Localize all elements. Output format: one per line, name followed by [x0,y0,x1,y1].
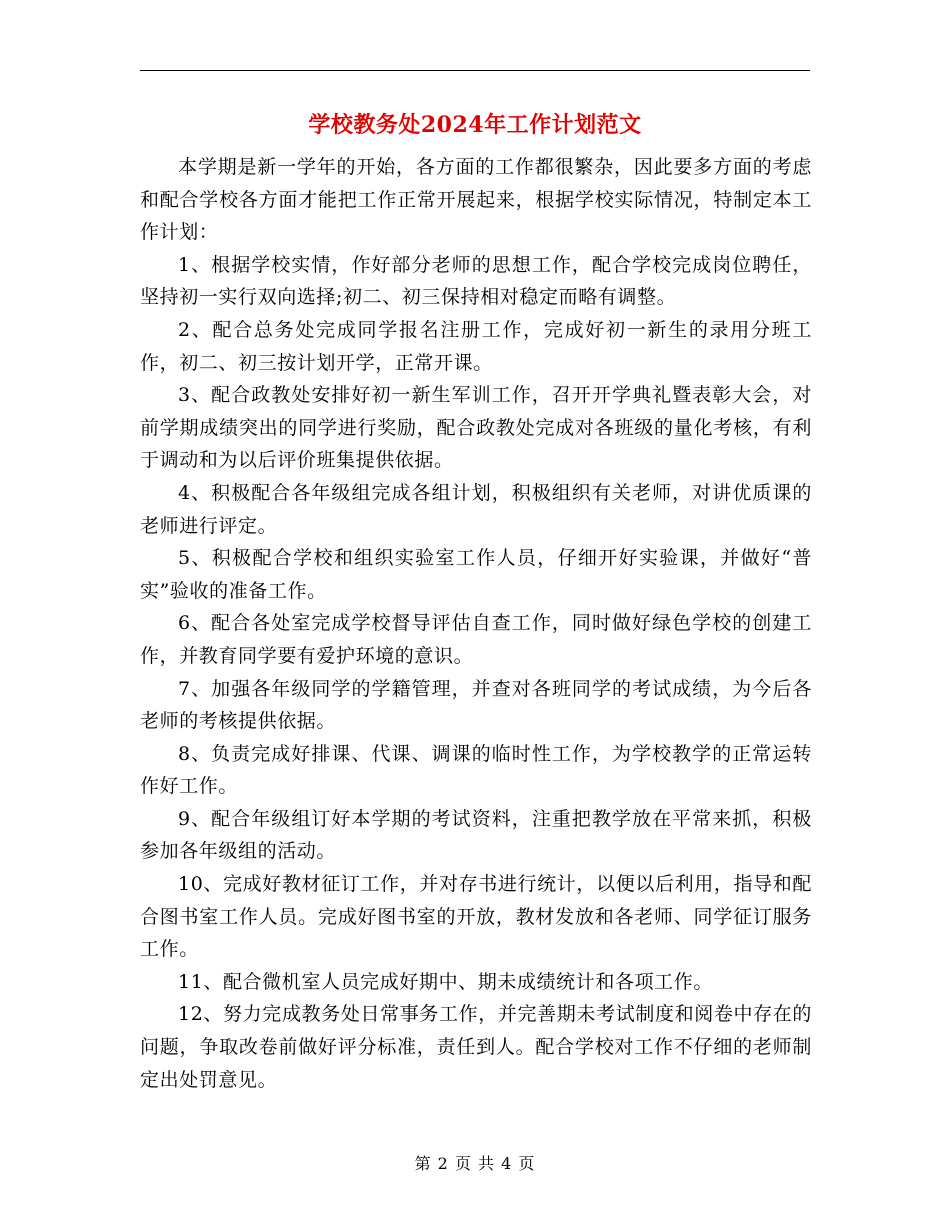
plan-item-11: 11、配合微机室人员完成好期中、期未成绩统计和各项工作。 [178,970,713,993]
plan-item-1: 1、根据学校实情，作好部分老师的思想工作，配合学校完成岗位聘任，坚持初一实行双向选择;初二、初三保持相对稳定而略有调整。 [140,253,812,309]
plan-item-3: 3、配合政教处安排好初一新生军训工作，召开开学典礼暨表彰大会，对前学期成绩突出的同学进行奖励，配合政教处完成对各班级的量化考核，有利于调动和为以后评价班集提供依据。 [140,384,812,472]
plan-item-9: 9、配合年级组订好本学期的考试资料，注重把教学放在平常来抓，积极参加各年级组的活动。 [140,807,812,863]
header-rule [140,70,810,71]
intro-paragraph: 本学期是新一学年的开始，各方面的工作都很繁杂，因此要多方面的考虑和配合学校各方面才能把工作正常开展起来，根据学校实际情况，特制定本工作计划： [140,156,812,244]
plan-item-12: 12、努力完成教务处日常事务工作，并完善期未考试制度和阅卷中存在的问题，争取改卷前做好评分标准，责任到人。配合学校对工作不仔细的老师制定出处罚意见。 [140,1003,812,1091]
page-number-footer: 第 2 页 共 4 页 [414,1154,536,1173]
plan-item-7: 7、加强各年级同学的学籍管理，并查对各班同学的考试成绩，为今后各老师的考核提供依据。 [140,677,812,733]
document-title: 学校教务处2024年工作计划范文 [308,112,642,138]
plan-item-8: 8、负责完成好排课、代课、调课的临时性工作，为学校教学的正常运转作好工作。 [140,742,812,798]
plan-item-2: 2、配合总务处完成同学报名注册工作，完成好初一新生的录用分班工作，初二、初三按计划开学，正常开课。 [140,318,812,374]
plan-item-4: 4、积极配合各年级组完成各组计划，积极组织有关老师，对讲优质课的老师进行评定。 [140,481,812,537]
document-body [140,151,812,1096]
plan-item-5: 5、积极配合学校和组织实验室工作人员，仔细开好实验课，并做好“普实”验收的准备工作。 [140,547,812,602]
plan-item-6: 6、配合各处室完成学校督导评估自查工作，同时做好绿色学校的创建工作，并教育同学要有爱护环境的意识。 [140,612,812,667]
plan-item-10: 10、完成好教材征订工作，并对存书进行统计，以便以后利用，指导和配合图书室工作人员。完成好图书室的开放，教材发放和各老师、同学征订服务工作。 [140,873,812,961]
